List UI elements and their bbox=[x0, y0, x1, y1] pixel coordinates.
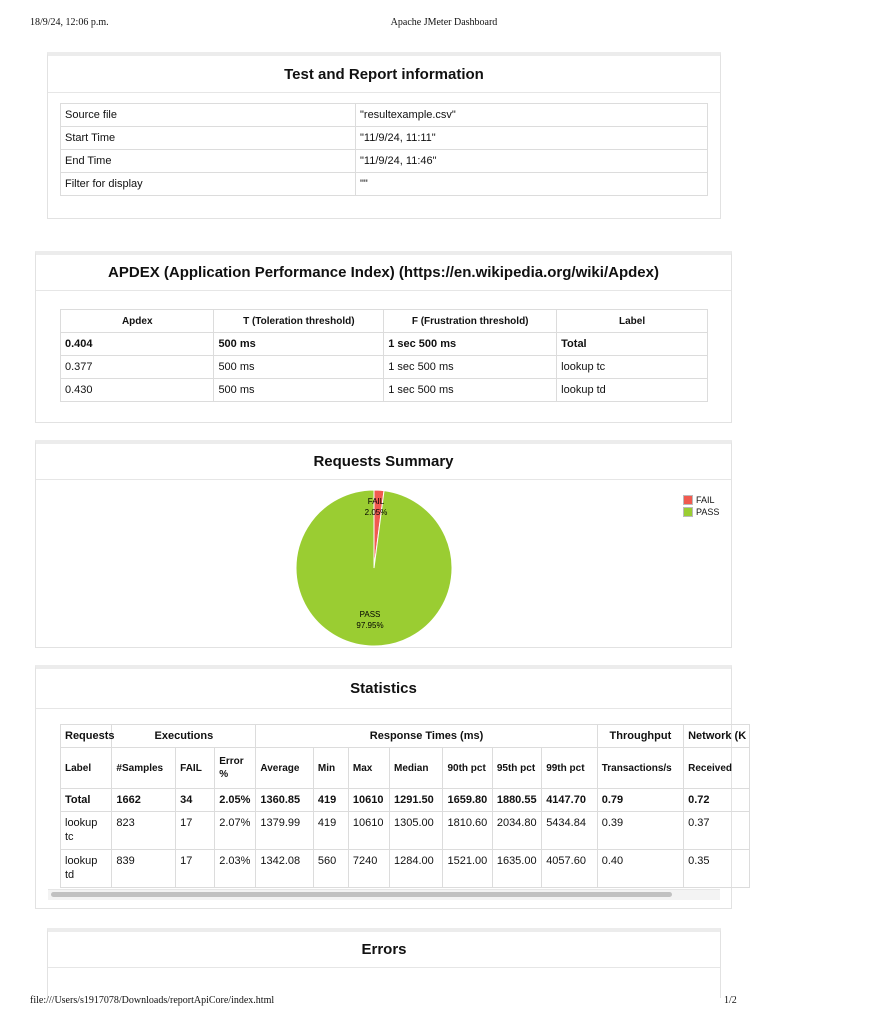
stat-cell: 0.35 bbox=[684, 850, 750, 888]
pie-label-name: PASS bbox=[359, 610, 381, 619]
print-title: Apache JMeter Dashboard bbox=[390, 17, 498, 28]
info-value: "" bbox=[356, 173, 708, 196]
legend-item-pass[interactable] bbox=[683, 506, 719, 518]
legend-swatch bbox=[683, 495, 693, 505]
stat-cell: 419 bbox=[313, 812, 348, 850]
apdex-cell: 1 sec 500 ms bbox=[384, 333, 557, 356]
stat-cell: 2.03% bbox=[215, 850, 256, 888]
table-row bbox=[61, 789, 750, 812]
apdex-cell: Total bbox=[557, 333, 708, 356]
stat-cell: 34 bbox=[176, 789, 215, 812]
test-info-title: Test and Report information bbox=[48, 56, 720, 93]
info-label: Filter for display bbox=[61, 173, 356, 196]
stat-cell: Total bbox=[61, 789, 112, 812]
stat-cell: 0.79 bbox=[597, 789, 683, 812]
apdex-cell: 0.430 bbox=[61, 379, 214, 402]
apdex-header: T (Toleration threshold) bbox=[214, 310, 384, 333]
table-row bbox=[61, 104, 708, 127]
apdex-cell: lookup tc bbox=[557, 356, 708, 379]
apdex-header: Apdex bbox=[61, 310, 214, 333]
stat-header: #Samples bbox=[112, 748, 176, 789]
stat-header: FAIL bbox=[176, 748, 215, 789]
apdex-title: APDEX (Application Performance Index) (https://en.wikipedia.org/wiki/Apdex) bbox=[36, 255, 731, 291]
stat-header: Error % bbox=[215, 748, 256, 789]
pie-label-pct: 97.95% bbox=[356, 621, 384, 630]
stat-cell: 1521.00 bbox=[443, 850, 492, 888]
stat-cell: lookup tc bbox=[61, 812, 112, 850]
stat-header: Label bbox=[61, 748, 112, 789]
stat-cell: 2034.80 bbox=[492, 812, 541, 850]
stat-cell: 2.05% bbox=[215, 789, 256, 812]
stat-cell: 1635.00 bbox=[492, 850, 541, 888]
stat-cell: 2.07% bbox=[215, 812, 256, 850]
stat-cell: 5434.84 bbox=[542, 812, 598, 850]
table-row bbox=[61, 150, 708, 173]
apdex-table bbox=[60, 309, 708, 402]
stat-cell: 10610 bbox=[348, 812, 389, 850]
stat-cell: 419 bbox=[313, 789, 348, 812]
horizontal-scrollbar-track[interactable] bbox=[48, 889, 720, 900]
statistics-table-scroll bbox=[60, 724, 747, 894]
stat-cell: 4147.70 bbox=[542, 789, 598, 812]
info-label: Source file bbox=[61, 104, 356, 127]
stat-cell: 1360.85 bbox=[256, 789, 314, 812]
stat-header: Min bbox=[313, 748, 348, 789]
stat-header: 99th pct bbox=[542, 748, 598, 789]
info-value: "resultexample.csv" bbox=[356, 104, 708, 127]
apdex-cell: 500 ms bbox=[214, 356, 384, 379]
stat-cell: 0.39 bbox=[597, 812, 683, 850]
table-row bbox=[61, 812, 750, 850]
stat-cell: 17 bbox=[176, 850, 215, 888]
print-url: file:///Users/s1917078/Downloads/reportApiCore/index.html bbox=[30, 995, 275, 1006]
statistics-panel bbox=[35, 665, 747, 909]
stat-cell: 1379.99 bbox=[256, 812, 314, 850]
stat-cell: 1342.08 bbox=[256, 850, 314, 888]
stat-cell: 823 bbox=[112, 812, 176, 850]
apdex-header: F (Frustration threshold) bbox=[384, 310, 557, 333]
apdex-cell: 500 ms bbox=[214, 379, 384, 402]
statistics-table bbox=[60, 724, 750, 888]
table-row bbox=[61, 356, 708, 379]
test-info-panel bbox=[47, 52, 721, 219]
stat-header: Median bbox=[390, 748, 443, 789]
test-info-table bbox=[60, 103, 708, 196]
legend-label: PASS bbox=[696, 507, 720, 517]
stat-cell: 4057.60 bbox=[542, 850, 598, 888]
apdex-cell: lookup td bbox=[557, 379, 708, 402]
group-requests: Requests bbox=[61, 725, 112, 748]
table-row bbox=[61, 850, 750, 888]
apdex-header: Label bbox=[557, 310, 708, 333]
errors-title: Errors bbox=[48, 932, 720, 968]
requests-summary-panel bbox=[35, 440, 732, 648]
apdex-cell: 0.377 bbox=[61, 356, 214, 379]
stat-cell: 17 bbox=[176, 812, 215, 850]
print-datetime: 18/9/24, 12:06 p.m. bbox=[30, 17, 109, 28]
pie-legend bbox=[683, 494, 719, 518]
print-page-number: 1/2 bbox=[724, 995, 737, 1006]
table-row bbox=[61, 333, 708, 356]
apdex-cell: 500 ms bbox=[214, 333, 384, 356]
requests-pie-chart bbox=[36, 480, 731, 648]
stat-header: Transactions/s bbox=[597, 748, 683, 789]
stat-cell: 0.37 bbox=[684, 812, 750, 850]
pie-label-name: FAIL bbox=[367, 497, 385, 506]
stat-cell: 0.72 bbox=[684, 789, 750, 812]
table-row bbox=[61, 173, 708, 196]
stat-cell: 1659.80 bbox=[443, 789, 492, 812]
pie-label-pct: 2.05% bbox=[364, 508, 388, 517]
errors-panel bbox=[47, 928, 721, 998]
info-label: End Time bbox=[61, 150, 356, 173]
stat-cell: 7240 bbox=[348, 850, 389, 888]
stat-header: Average bbox=[256, 748, 314, 789]
legend-item-fail[interactable] bbox=[683, 494, 719, 506]
stat-cell: 1291.50 bbox=[390, 789, 443, 812]
apdex-cell: 1 sec 500 ms bbox=[384, 379, 557, 402]
info-value: "11/9/24, 11:46" bbox=[356, 150, 708, 173]
apdex-cell: 1 sec 500 ms bbox=[384, 356, 557, 379]
group-throughput: Throughput bbox=[597, 725, 683, 748]
stat-cell: 0.40 bbox=[597, 850, 683, 888]
apdex-panel bbox=[35, 251, 732, 423]
stat-cell: 10610 bbox=[348, 789, 389, 812]
stat-header: Received bbox=[684, 748, 750, 789]
group-executions: Executions bbox=[112, 725, 256, 748]
table-row bbox=[61, 127, 708, 150]
stat-cell: lookup td bbox=[61, 850, 112, 888]
stat-cell: 1662 bbox=[112, 789, 176, 812]
info-value: "11/9/24, 11:11" bbox=[356, 127, 708, 150]
stat-cell: 1880.55 bbox=[492, 789, 541, 812]
horizontal-scrollbar-thumb[interactable] bbox=[51, 892, 672, 897]
stat-cell: 1810.60 bbox=[443, 812, 492, 850]
group-response-times: Response Times (ms) bbox=[256, 725, 597, 748]
statistics-title: Statistics bbox=[36, 669, 731, 709]
stat-cell: 560 bbox=[313, 850, 348, 888]
table-row bbox=[61, 379, 708, 402]
legend-swatch bbox=[683, 507, 693, 517]
group-network: Network (K bbox=[684, 725, 750, 748]
stat-cell: 839 bbox=[112, 850, 176, 888]
stat-header: 90th pct bbox=[443, 748, 492, 789]
apdex-cell: 0.404 bbox=[61, 333, 214, 356]
stat-cell: 1305.00 bbox=[390, 812, 443, 850]
requests-summary-title: Requests Summary bbox=[36, 444, 731, 480]
stat-header: 95th pct bbox=[492, 748, 541, 789]
info-label: Start Time bbox=[61, 127, 356, 150]
legend-label: FAIL bbox=[696, 495, 715, 505]
stat-header: Max bbox=[348, 748, 389, 789]
stat-cell: 1284.00 bbox=[390, 850, 443, 888]
